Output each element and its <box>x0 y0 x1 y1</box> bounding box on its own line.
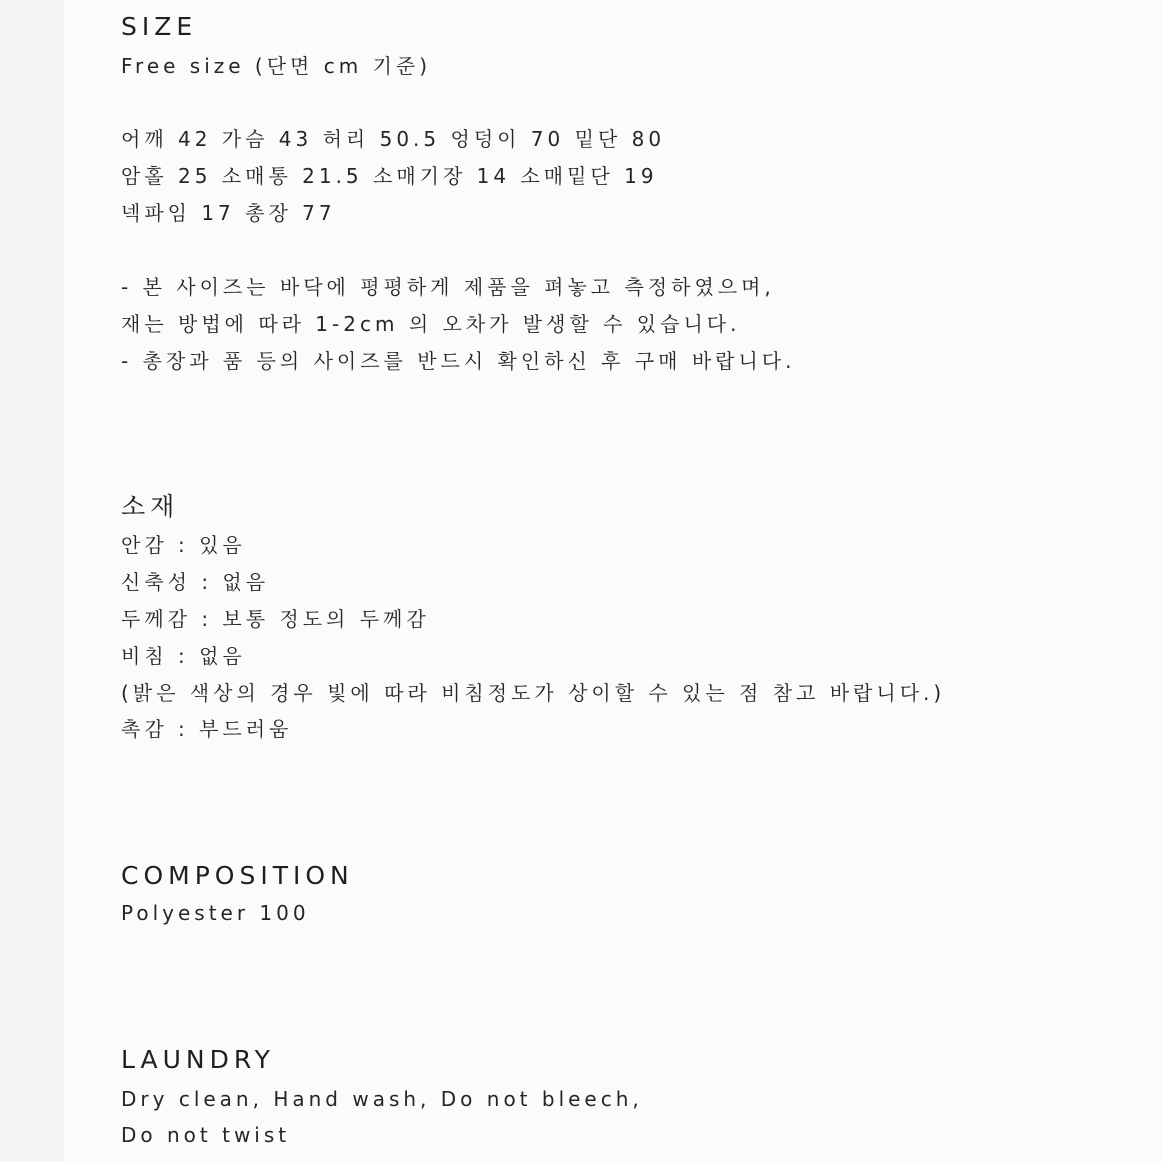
material-line: 비침 : 없음 <box>121 644 246 668</box>
laundry-heading: LAUNDRY <box>121 1045 275 1074</box>
laundry-line: Dry clean, Hand wash, Do not bleech, <box>121 1087 643 1111</box>
size-heading: SIZE <box>121 12 198 41</box>
size-measurement-line: 암홀 25 소매통 21.5 소매기장 14 소매밑단 19 <box>121 164 658 188</box>
material-line: 안감 : 있음 <box>121 533 246 557</box>
size-note-line: - 총장과 품 등의 사이즈를 반드시 확인하신 후 구매 바랍니다. <box>121 349 796 373</box>
size-measurement-line: 어깨 42 가슴 43 허리 50.5 엉덩이 70 밑단 80 <box>121 127 666 151</box>
composition-value: Polyester 100 <box>121 901 310 925</box>
composition-heading: COMPOSITION <box>121 861 354 890</box>
material-line: 두께감 : 보통 정도의 두께감 <box>121 607 430 631</box>
material-line: 촉감 : 부드러움 <box>121 717 293 741</box>
laundry-line: Do not twist <box>121 1123 291 1147</box>
size-note-line: - 본 사이즈는 바닥에 평평하게 제품을 펴놓고 측정하였으며, <box>121 275 775 299</box>
size-measurement-line: 넥파임 17 총장 77 <box>121 201 336 225</box>
material-line: 신축성 : 없음 <box>121 570 270 594</box>
size-subtitle: Free size (단면 cm 기준) <box>121 54 432 78</box>
size-note-line: 재는 방법에 따라 1-2cm 의 오차가 발생할 수 있습니다. <box>121 312 741 336</box>
left-margin-shade <box>0 0 64 1162</box>
material-note-line: (밝은 색상의 경우 빛에 따라 비침정도가 상이할 수 있는 점 참고 바랍니다.) <box>121 681 946 705</box>
material-heading: 소재 <box>121 492 180 521</box>
